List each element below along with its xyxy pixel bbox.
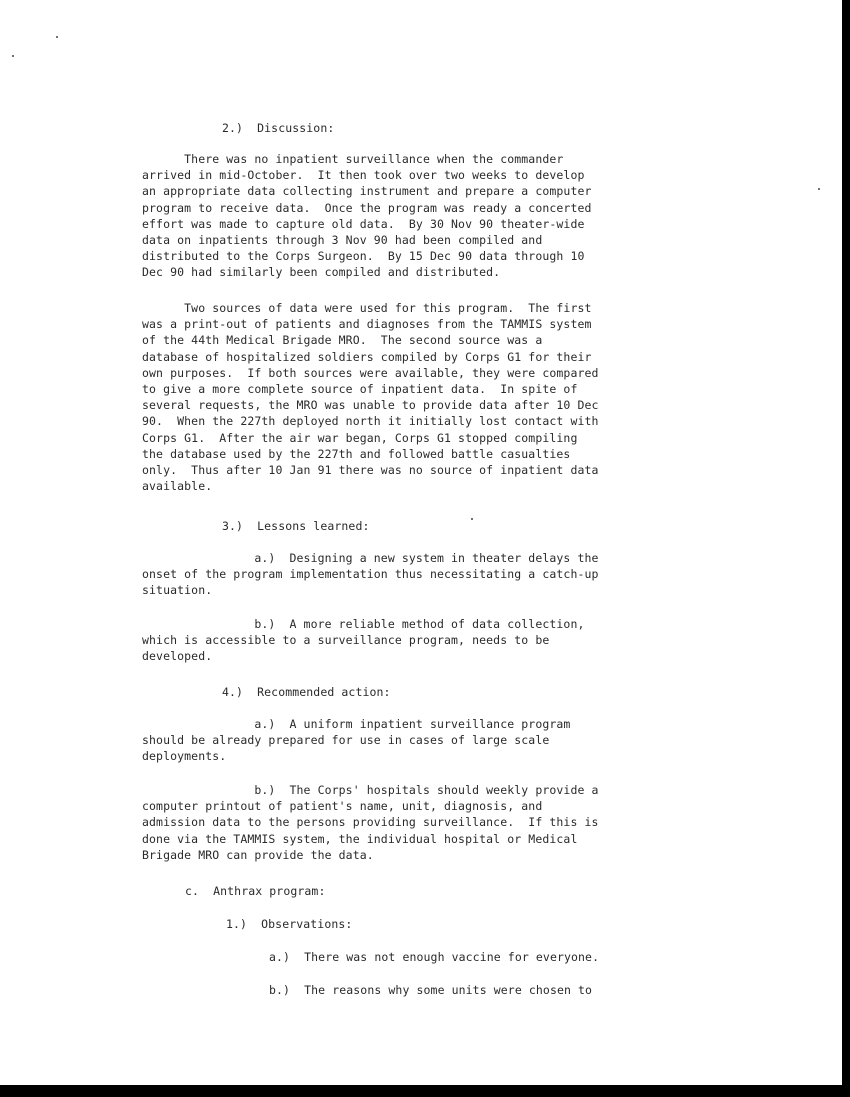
lessons-learned-heading: 3.) Lessons learned:	[222, 519, 370, 533]
recommended-item-a: a.) A uniform inpatient surveillance program should be already prepared for use in cases of large scale deployments.	[142, 717, 571, 764]
scan-speck	[818, 188, 820, 190]
observations-heading: 1.) Observations:	[226, 917, 353, 931]
scan-speck	[12, 55, 14, 57]
lessons-item-a: a.) Designing a new system in theater delays the onset of the program implementation thus necessitating a catch-up situation.	[142, 551, 599, 598]
discussion-paragraph-2: Two sources of data were used for this program. The first was a print-out of patients and diagnoses from the TAMMIS system of the 44th Medical Brigade MRO. The second source was a database of hospitalized soldiers compiled by Corps G1 for their own purposes. If both sources were available, they were compared to give a more complete source of inpatient data. In spite of several requests, the MRO was unable to provide data after 10 Dec 90. When the 227th deployed north it initially lost contact with Corps G1. After the air war began, Corps G1 stopped compiling the database used by the 227th and followed battle casualties only. Thus after 10 Jan 91 there was no source of inpatient data available.	[142, 301, 599, 494]
scan-right-border	[842, 0, 850, 1097]
scan-speck	[471, 518, 473, 520]
lessons-item-b: b.) A more reliable method of data collection, which is accessible to a surveillance program, needs to be developed.	[142, 617, 585, 664]
discussion-paragraph-1: There was no inpatient surveillance when the commander arrived in mid-October. It then took over two weeks to develop an appropriate data collecting instrument and prepare a computer program to receive data. Once the program was ready a concerted effort was made to capture old data. By 30 Nov 90 theater-wide data on inpatients through 3 Nov 90 had been compiled and distributed to the Corps Surgeon. By 15 Dec 90 data through 10 Dec 90 had similarly been compiled and distributed.	[142, 152, 592, 280]
scan-bottom-border	[0, 1085, 850, 1097]
scan-speck	[56, 36, 58, 38]
observation-item-b: b.) The reasons why some units were chosen to	[269, 983, 593, 997]
anthrax-program-heading: c. Anthrax program:	[185, 884, 326, 898]
recommended-item-b: b.) The Corps' hospitals should weekly provide a computer printout of patient's name, unit, diagnosis, and admission data to the persons providing surveillance. If this is done via the TAMMIS system, the individual hospital or Medical Brigade MRO can provide the data.	[142, 783, 599, 862]
recommended-action-heading: 4.) Recommended action:	[222, 685, 391, 699]
observation-item-a: a.) There was not enough vaccine for everyone.	[269, 950, 600, 964]
discussion-heading: 2.) Discussion:	[222, 121, 335, 135]
